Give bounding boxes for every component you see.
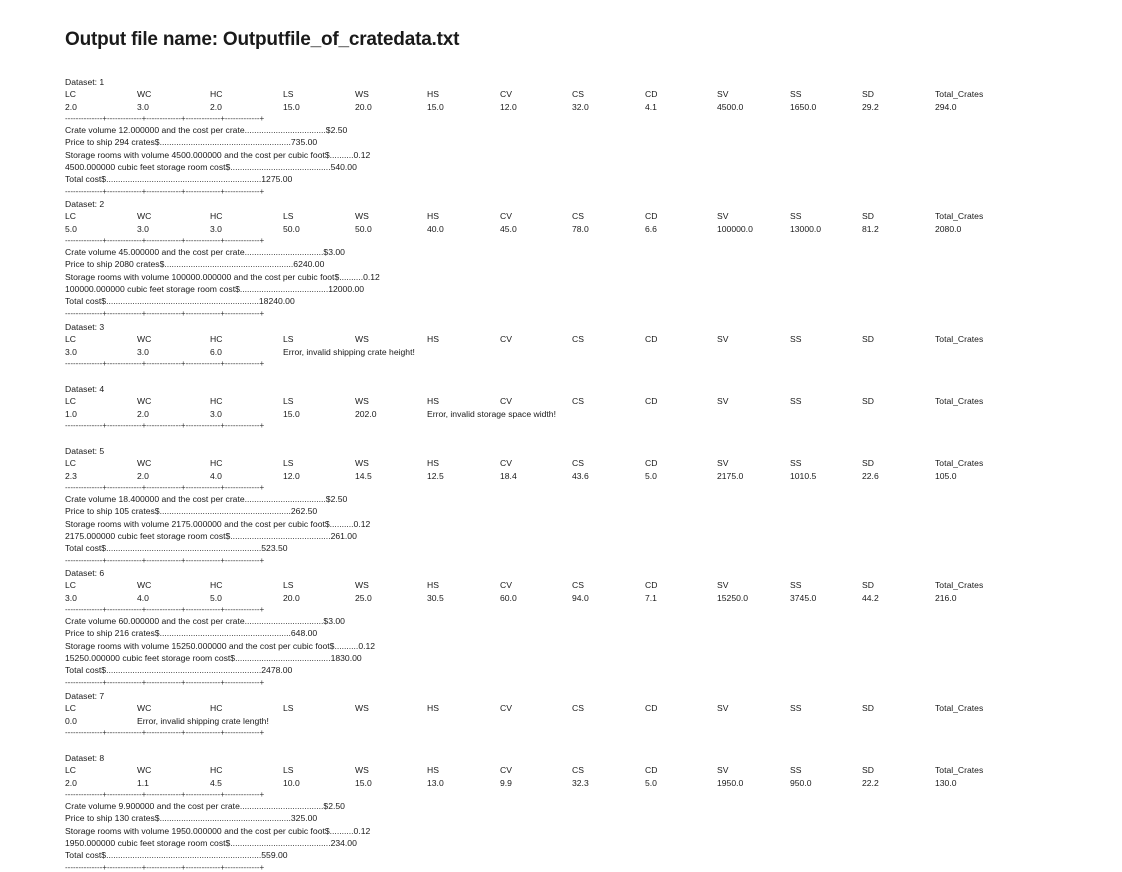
column-header: SS bbox=[790, 765, 802, 775]
data-value: 22.2 bbox=[862, 778, 879, 788]
column-header: CS bbox=[572, 458, 584, 468]
column-header: Total_Crates bbox=[935, 396, 984, 406]
column-header: SD bbox=[862, 89, 874, 99]
data-value: 20.0 bbox=[283, 593, 300, 603]
column-header: LC bbox=[65, 211, 76, 221]
data-value: 5.0 bbox=[645, 778, 657, 788]
column-header: CV bbox=[500, 211, 512, 221]
column-header: CD bbox=[645, 703, 658, 713]
data-value: 4.1 bbox=[645, 102, 657, 112]
summary-line: Crate volume 60.000000 and the cost per crate.................................$3.00 bbox=[65, 616, 345, 626]
column-header: HS bbox=[427, 703, 439, 713]
column-header: HS bbox=[427, 458, 439, 468]
data-value: 7.1 bbox=[645, 593, 657, 603]
data-value: 60.0 bbox=[500, 593, 517, 603]
column-header: SD bbox=[862, 580, 874, 590]
column-header: Total_Crates bbox=[935, 765, 984, 775]
column-header: HC bbox=[210, 580, 223, 590]
column-header: Total_Crates bbox=[935, 703, 984, 713]
separator-line: --------------+-------------+-------------+-------------+-------------+ bbox=[65, 863, 265, 872]
dataset-label: Dataset: 5 bbox=[65, 446, 105, 456]
column-header: HC bbox=[210, 89, 223, 99]
data-value: 105.0 bbox=[935, 471, 957, 481]
data-value: 10.0 bbox=[283, 778, 300, 788]
data-value: 15.0 bbox=[283, 102, 300, 112]
data-value: 0.0 bbox=[65, 716, 77, 726]
summary-line: Storage rooms with volume 100000.000000 and the cost per cubic foot$..........0.12 bbox=[65, 271, 380, 282]
data-value: 3.0 bbox=[137, 102, 149, 112]
column-header: LS bbox=[283, 580, 294, 590]
data-value: 3745.0 bbox=[790, 593, 817, 603]
summary-line: Storage rooms with volume 2175.000000 and the cost per cubic foot$..........0.12 bbox=[65, 518, 371, 529]
dataset-label: Dataset: 4 bbox=[65, 384, 105, 394]
data-value: 2175.0 bbox=[717, 471, 744, 481]
column-header: SV bbox=[717, 396, 729, 406]
column-header: HC bbox=[210, 396, 223, 406]
column-header: LC bbox=[65, 396, 76, 406]
data-value: 3.0 bbox=[210, 409, 222, 419]
column-header: Total_Crates bbox=[935, 580, 984, 590]
column-header: CV bbox=[500, 703, 512, 713]
column-header: CV bbox=[500, 458, 512, 468]
data-value: 43.6 bbox=[572, 471, 589, 481]
column-header: CV bbox=[500, 580, 512, 590]
column-header: LS bbox=[283, 765, 294, 775]
separator-line: --------------+-------------+-------------+-------------+-------------+ bbox=[65, 114, 265, 123]
column-header: SS bbox=[790, 211, 802, 221]
column-header: WS bbox=[355, 580, 369, 590]
column-header: LS bbox=[283, 89, 294, 99]
data-value: 1950.0 bbox=[717, 778, 744, 788]
separator-line: --------------+-------------+-------------+-------------+-------------+ bbox=[65, 236, 265, 245]
column-header: Total_Crates bbox=[935, 458, 984, 468]
column-header: CV bbox=[500, 396, 512, 406]
summary-line: 4500.000000 cubic feet storage room cost$..........................................540.00 bbox=[65, 161, 357, 172]
column-header: SV bbox=[717, 765, 729, 775]
dataset-label: Dataset: 6 bbox=[65, 568, 105, 578]
data-value: 2.0 bbox=[65, 102, 77, 112]
data-value: 94.0 bbox=[572, 593, 589, 603]
summary-line: Price to ship 294 crates$.......................................................735.00 bbox=[65, 137, 318, 148]
data-value: 2080.0 bbox=[935, 224, 962, 234]
column-header: Total_Crates bbox=[935, 89, 984, 99]
column-header: HC bbox=[210, 765, 223, 775]
column-header: CS bbox=[572, 580, 584, 590]
data-value: 22.6 bbox=[862, 471, 879, 481]
column-header: WC bbox=[137, 211, 152, 221]
data-value: 50.0 bbox=[355, 224, 372, 234]
data-value: 13.0 bbox=[427, 778, 444, 788]
summary-line: Crate volume 18.400000 and the cost per crate..................................$2.50 bbox=[65, 494, 348, 504]
data-value: 5.0 bbox=[645, 471, 657, 481]
column-header: LC bbox=[65, 458, 76, 468]
column-header: WC bbox=[137, 765, 152, 775]
column-header: LC bbox=[65, 765, 76, 775]
data-value: 18.4 bbox=[500, 471, 517, 481]
column-header: LC bbox=[65, 334, 76, 344]
summary-line: Price to ship 2080 crates$......................................................6240.00 bbox=[65, 259, 325, 270]
column-header: WS bbox=[355, 458, 369, 468]
dataset-label: Dataset: 8 bbox=[65, 753, 105, 763]
column-header: WS bbox=[355, 211, 369, 221]
dataset-label: Dataset: 1 bbox=[65, 77, 105, 87]
data-value: 5.0 bbox=[65, 224, 77, 234]
separator-line: --------------+-------------+-------------+-------------+-------------+ bbox=[65, 728, 265, 737]
column-header: CS bbox=[572, 703, 584, 713]
column-header: SV bbox=[717, 458, 729, 468]
error-message: Error, invalid shipping crate length! bbox=[137, 716, 269, 726]
column-header: HC bbox=[210, 211, 223, 221]
separator-line: --------------+-------------+-------------+-------------+-------------+ bbox=[65, 187, 265, 196]
column-header: WC bbox=[137, 703, 152, 713]
page-title: Output file name: Outputfile_of_cratedata.txt bbox=[65, 29, 460, 50]
data-value: 3.0 bbox=[137, 224, 149, 234]
data-value: 202.0 bbox=[355, 409, 377, 419]
column-header: CD bbox=[645, 334, 658, 344]
column-header: WS bbox=[355, 765, 369, 775]
column-header: SD bbox=[862, 211, 874, 221]
data-value: 25.0 bbox=[355, 593, 372, 603]
data-value: 1.1 bbox=[137, 778, 149, 788]
separator-line: --------------+-------------+-------------+-------------+-------------+ bbox=[65, 790, 265, 799]
data-value: 2.3 bbox=[65, 471, 77, 481]
summary-line: Storage rooms with volume 1950.000000 and the cost per cubic foot$..........0.12 bbox=[65, 825, 371, 836]
data-value: 1010.5 bbox=[790, 471, 817, 481]
data-value: 13000.0 bbox=[790, 224, 822, 234]
column-header: HC bbox=[210, 458, 223, 468]
data-value: 15.0 bbox=[427, 102, 444, 112]
column-header: Total_Crates bbox=[935, 334, 984, 344]
data-value: 3.0 bbox=[65, 347, 77, 357]
column-header: SD bbox=[862, 396, 874, 406]
data-value: 4.0 bbox=[210, 471, 222, 481]
column-header: LC bbox=[65, 703, 76, 713]
data-value: 4.5 bbox=[210, 778, 222, 788]
data-value: 32.0 bbox=[572, 102, 589, 112]
summary-line: Total cost$.................................................................559.00 bbox=[65, 850, 288, 861]
dataset-label: Dataset: 3 bbox=[65, 322, 105, 332]
column-header: CV bbox=[500, 89, 512, 99]
column-header: SD bbox=[862, 334, 874, 344]
data-value: 40.0 bbox=[427, 224, 444, 234]
separator-line: --------------+-------------+-------------+-------------+-------------+ bbox=[65, 483, 265, 492]
column-header: CS bbox=[572, 396, 584, 406]
column-header: WC bbox=[137, 458, 152, 468]
column-header: SS bbox=[790, 580, 802, 590]
column-header: WS bbox=[355, 703, 369, 713]
column-header: SV bbox=[717, 211, 729, 221]
error-message: Error, invalid shipping crate height! bbox=[283, 347, 415, 357]
column-header: CD bbox=[645, 211, 658, 221]
column-header: LS bbox=[283, 334, 294, 344]
summary-line: 2175.000000 cubic feet storage room cost$..........................................261.00 bbox=[65, 530, 357, 541]
data-value: 9.9 bbox=[500, 778, 512, 788]
data-value: 4500.0 bbox=[717, 102, 744, 112]
data-value: 15250.0 bbox=[717, 593, 749, 603]
data-value: 100000.0 bbox=[717, 224, 753, 234]
summary-line: Total cost$.................................................................523.50 bbox=[65, 543, 288, 554]
data-value: 20.0 bbox=[355, 102, 372, 112]
summary-line: Price to ship 216 crates$.......................................................648.00 bbox=[65, 628, 318, 639]
column-header: CV bbox=[500, 334, 512, 344]
column-header: WC bbox=[137, 396, 152, 406]
column-header: HS bbox=[427, 89, 439, 99]
data-value: 15.0 bbox=[355, 778, 372, 788]
column-header: HS bbox=[427, 580, 439, 590]
data-value: 6.6 bbox=[645, 224, 657, 234]
data-value: 1650.0 bbox=[790, 102, 817, 112]
error-message: Error, invalid storage space width! bbox=[427, 409, 556, 419]
summary-line: Crate volume 9.900000 and the cost per crate...................................$2.50 bbox=[65, 801, 345, 811]
data-value: 3.0 bbox=[65, 593, 77, 603]
column-header: SV bbox=[717, 580, 729, 590]
column-header: SD bbox=[862, 458, 874, 468]
column-header: WC bbox=[137, 334, 152, 344]
column-header: HC bbox=[210, 703, 223, 713]
separator-line: --------------+-------------+-------------+-------------+-------------+ bbox=[65, 359, 265, 368]
data-value: 81.2 bbox=[862, 224, 879, 234]
summary-line: Price to ship 105 crates$.......................................................262.50 bbox=[65, 506, 318, 517]
data-value: 78.0 bbox=[572, 224, 589, 234]
column-header: SS bbox=[790, 458, 802, 468]
summary-line: 100000.000000 cubic feet storage room cost$.....................................12000.00 bbox=[65, 283, 365, 294]
separator-line: --------------+-------------+-------------+-------------+-------------+ bbox=[65, 309, 265, 318]
data-value: 3.0 bbox=[137, 347, 149, 357]
summary-line: Crate volume 12.000000 and the cost per crate..................................$2.50 bbox=[65, 125, 348, 135]
column-header: HS bbox=[427, 334, 439, 344]
summary-line: Total cost$.................................................................2478.00 bbox=[65, 665, 293, 676]
column-header: HS bbox=[427, 765, 439, 775]
column-header: SS bbox=[790, 89, 802, 99]
data-value: 45.0 bbox=[500, 224, 517, 234]
summary-line: 15250.000000 cubic feet storage room cost$........................................1830.00 bbox=[65, 652, 362, 663]
column-header: HC bbox=[210, 334, 223, 344]
column-header: CD bbox=[645, 458, 658, 468]
data-value: 1.0 bbox=[65, 409, 77, 419]
separator-line: --------------+-------------+-------------+-------------+-------------+ bbox=[65, 556, 265, 565]
data-value: 294.0 bbox=[935, 102, 957, 112]
data-value: 3.0 bbox=[210, 224, 222, 234]
data-value: 2.0 bbox=[65, 778, 77, 788]
separator-line: --------------+-------------+-------------+-------------+-------------+ bbox=[65, 678, 265, 687]
summary-line: Crate volume 45.000000 and the cost per crate.................................$3.00 bbox=[65, 247, 345, 257]
column-header: SV bbox=[717, 89, 729, 99]
summary-line: Price to ship 130 crates$.......................................................325.00 bbox=[65, 813, 318, 824]
dataset-label: Dataset: 7 bbox=[65, 691, 105, 701]
data-value: 12.0 bbox=[500, 102, 517, 112]
data-value: 50.0 bbox=[283, 224, 300, 234]
data-value: 5.0 bbox=[210, 593, 222, 603]
data-value: 12.5 bbox=[427, 471, 444, 481]
column-header: LS bbox=[283, 458, 294, 468]
summary-line: 1950.000000 cubic feet storage room cost$..........................................234.00 bbox=[65, 837, 357, 848]
column-header: SD bbox=[862, 703, 874, 713]
data-value: 30.5 bbox=[427, 593, 444, 603]
column-header: LC bbox=[65, 89, 76, 99]
data-value: 14.5 bbox=[355, 471, 372, 481]
column-header: CD bbox=[645, 765, 658, 775]
column-header: CD bbox=[645, 396, 658, 406]
column-header: WS bbox=[355, 396, 369, 406]
summary-line: Storage rooms with volume 15250.000000 and the cost per cubic foot$..........0.12 bbox=[65, 640, 376, 651]
data-value: 44.2 bbox=[862, 593, 879, 603]
column-header: WS bbox=[355, 334, 369, 344]
data-value: 950.0 bbox=[790, 778, 812, 788]
column-header: WC bbox=[137, 89, 152, 99]
column-header: HS bbox=[427, 211, 439, 221]
data-value: 6.0 bbox=[210, 347, 222, 357]
summary-line: Total cost$................................................................18240.00 bbox=[65, 296, 295, 307]
column-header: CD bbox=[645, 89, 658, 99]
column-header: CV bbox=[500, 765, 512, 775]
data-value: 29.2 bbox=[862, 102, 879, 112]
column-header: SD bbox=[862, 765, 874, 775]
data-value: 4.0 bbox=[137, 593, 149, 603]
column-header: SV bbox=[717, 334, 729, 344]
column-header: LS bbox=[283, 703, 294, 713]
separator-line: --------------+-------------+-------------+-------------+-------------+ bbox=[65, 605, 265, 614]
summary-line: Total cost$.................................................................1275.00 bbox=[65, 174, 293, 185]
dataset-label: Dataset: 2 bbox=[65, 199, 105, 209]
column-header: SS bbox=[790, 703, 802, 713]
column-header: CS bbox=[572, 211, 584, 221]
data-value: 2.0 bbox=[210, 102, 222, 112]
data-value: 32.3 bbox=[572, 778, 589, 788]
column-header: CS bbox=[572, 334, 584, 344]
column-header: HS bbox=[427, 396, 439, 406]
column-header: Total_Crates bbox=[935, 211, 984, 221]
column-header: WS bbox=[355, 89, 369, 99]
column-header: CS bbox=[572, 765, 584, 775]
data-value: 12.0 bbox=[283, 471, 300, 481]
column-header: SS bbox=[790, 396, 802, 406]
column-header: SS bbox=[790, 334, 802, 344]
data-value: 216.0 bbox=[935, 593, 957, 603]
column-header: LC bbox=[65, 580, 76, 590]
data-value: 2.0 bbox=[137, 409, 149, 419]
data-value: 15.0 bbox=[283, 409, 300, 419]
column-header: LS bbox=[283, 396, 294, 406]
separator-line: --------------+-------------+-------------+-------------+-------------+ bbox=[65, 421, 265, 430]
column-header: CD bbox=[645, 580, 658, 590]
column-header: LS bbox=[283, 211, 294, 221]
column-header: CS bbox=[572, 89, 584, 99]
data-value: 2.0 bbox=[137, 471, 149, 481]
summary-line: Storage rooms with volume 4500.000000 and the cost per cubic foot$..........0.12 bbox=[65, 149, 371, 160]
column-header: SV bbox=[717, 703, 729, 713]
column-header: WC bbox=[137, 580, 152, 590]
data-value: 130.0 bbox=[935, 778, 957, 788]
